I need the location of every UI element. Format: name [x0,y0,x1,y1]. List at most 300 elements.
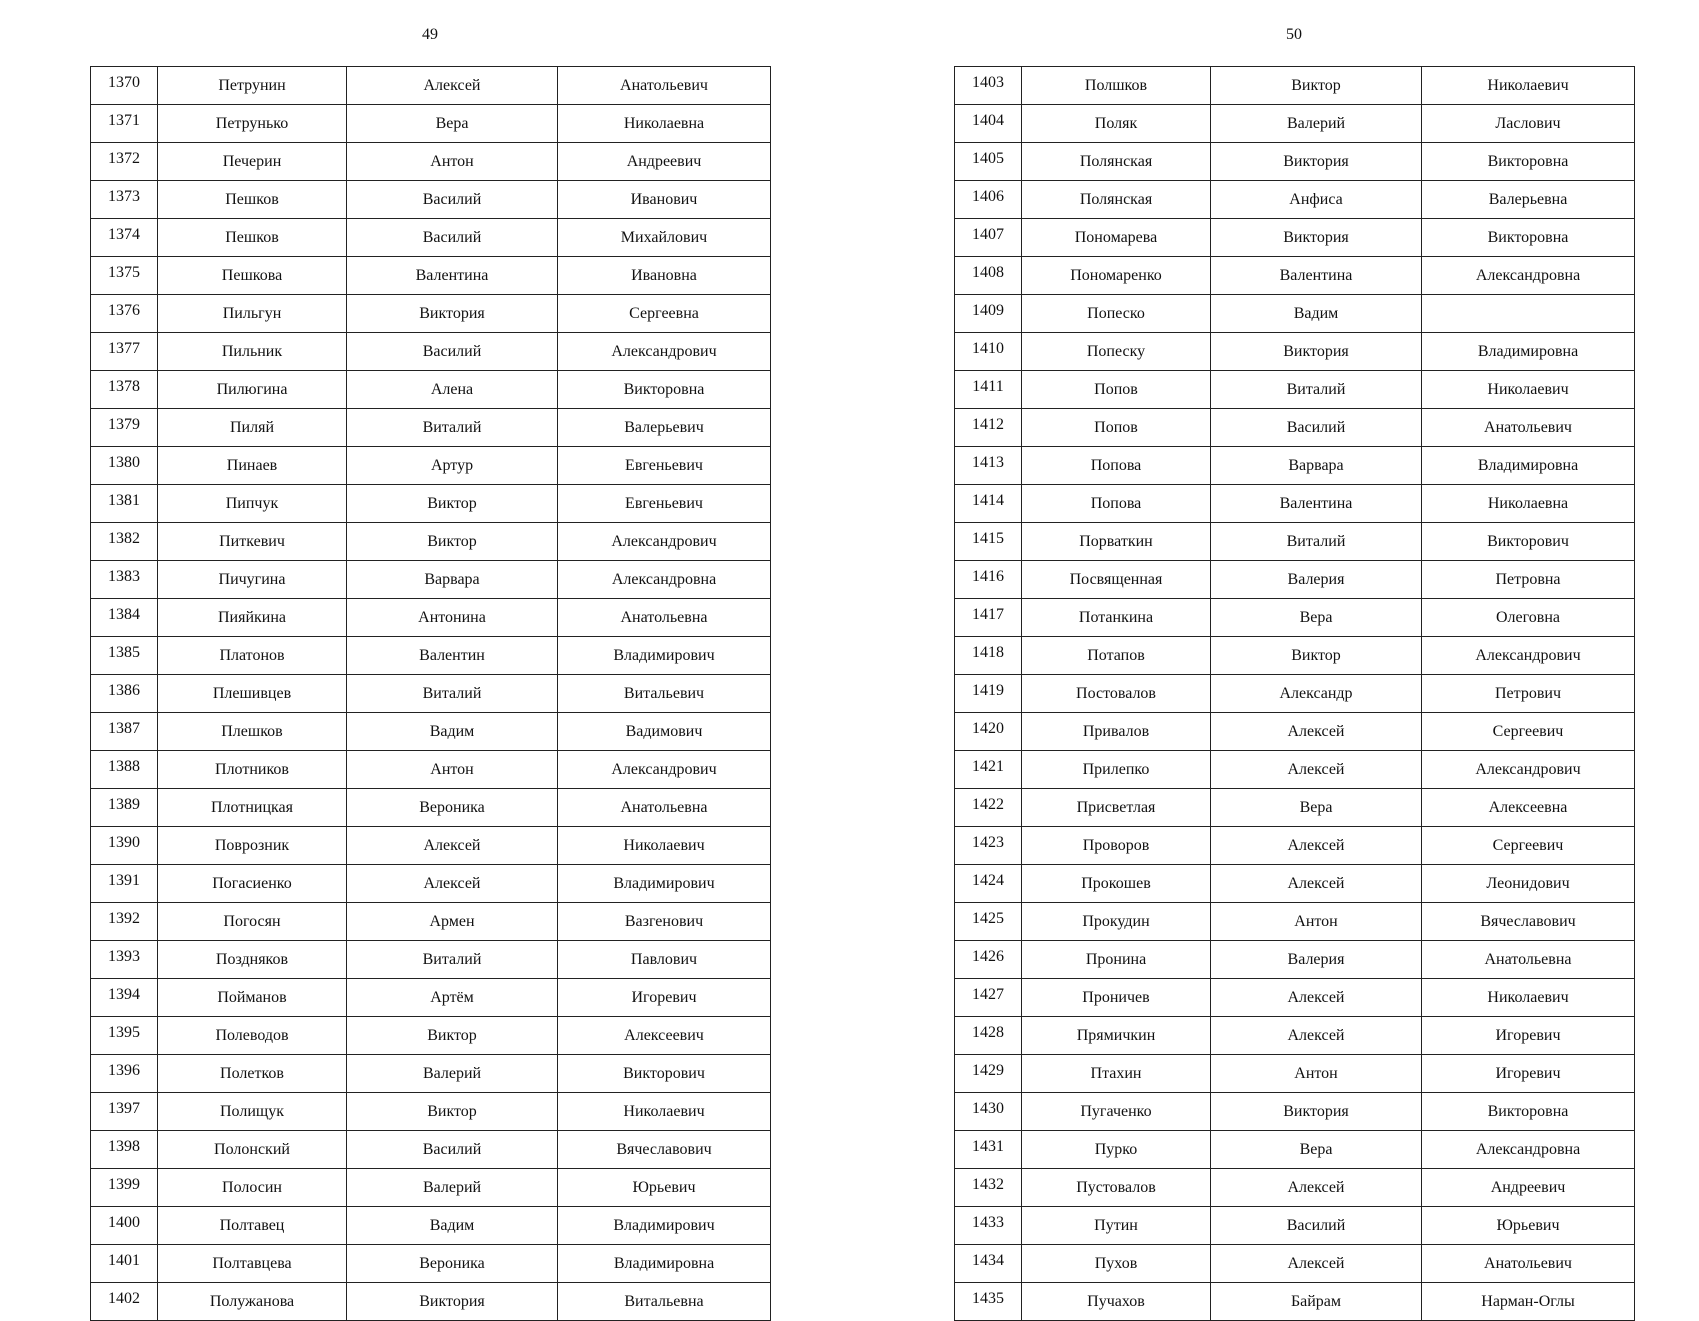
surname-cell: Поврозник [158,827,347,865]
given-name-cell: Виталий [347,409,558,447]
row-number: 1435 [955,1283,1022,1321]
table-row [955,1017,1635,1055]
row-number: 1392 [91,903,158,941]
given-name-cell: Валентина [347,257,558,295]
surname-cell: Проворов [1022,827,1211,865]
row-number: 1381 [91,485,158,523]
table-row [955,1169,1635,1207]
table-row [955,67,1635,105]
row-number: 1377 [91,333,158,371]
table-row [955,1055,1635,1093]
patronymic-cell: Вазгенович [558,903,771,941]
row-number: 1420 [955,713,1022,751]
given-name-cell: Артур [347,447,558,485]
surname-cell: Попова [1022,485,1211,523]
surname-cell: Пешков [158,219,347,257]
given-name-cell: Антон [347,143,558,181]
row-number: 1390 [91,827,158,865]
given-name-cell: Вера [347,105,558,143]
patronymic-cell: Леонидович [1422,865,1635,903]
patronymic-cell: Анатольевич [1422,409,1635,447]
roster-table [90,66,771,1321]
table-row [955,637,1635,675]
table-row [955,941,1635,979]
table-row [91,181,771,219]
row-number: 1396 [91,1055,158,1093]
row-number: 1413 [955,447,1022,485]
table-row [91,713,771,751]
surname-cell: Пугаченко [1022,1093,1211,1131]
patronymic-cell: Игоревич [1422,1055,1635,1093]
table-row [91,561,771,599]
given-name-cell: Валентин [347,637,558,675]
table-row [955,105,1635,143]
surname-cell: Потапов [1022,637,1211,675]
row-number: 1408 [955,257,1022,295]
given-name-cell: Валерий [347,1055,558,1093]
row-number: 1434 [955,1245,1022,1283]
surname-cell: Петрунько [158,105,347,143]
row-number: 1430 [955,1093,1022,1131]
patronymic-cell: Николаевич [1422,979,1635,1017]
table-row [955,713,1635,751]
given-name-cell: Вера [1211,599,1422,637]
table-row [91,979,771,1017]
surname-cell: Пономарева [1022,219,1211,257]
surname-cell: Поляк [1022,105,1211,143]
surname-cell: Пешков [158,181,347,219]
row-number: 1417 [955,599,1022,637]
given-name-cell: Вера [1211,789,1422,827]
surname-cell: Попеску [1022,333,1211,371]
patronymic-cell: Николаевна [1422,485,1635,523]
table-row [91,67,771,105]
given-name-cell: Виктор [347,523,558,561]
surname-cell: Пичугина [158,561,347,599]
patronymic-cell: Петрович [1422,675,1635,713]
surname-cell: Печерин [158,143,347,181]
given-name-cell: Виктор [347,485,558,523]
patronymic-cell: Андреевич [558,143,771,181]
surname-cell: Прилепко [1022,751,1211,789]
given-name-cell: Алена [347,371,558,409]
given-name-cell: Виктория [1211,219,1422,257]
surname-cell: Плотников [158,751,347,789]
surname-cell: Путин [1022,1207,1211,1245]
patronymic-cell: Павлович [558,941,771,979]
row-number: 1416 [955,561,1022,599]
surname-cell: Погасиенко [158,865,347,903]
row-number: 1404 [955,105,1022,143]
patronymic-cell: Вячеславович [1422,903,1635,941]
given-name-cell: Алексей [1211,979,1422,1017]
given-name-cell: Валентина [1211,257,1422,295]
patronymic-cell: Владимирович [558,637,771,675]
surname-cell: Плотницкая [158,789,347,827]
patronymic-cell: Андреевич [1422,1169,1635,1207]
given-name-cell: Василий [1211,409,1422,447]
patronymic-cell: Сергеевич [1422,827,1635,865]
patronymic-cell: Сергеевна [558,295,771,333]
patronymic-cell: Игоревич [1422,1017,1635,1055]
table-row [955,827,1635,865]
given-name-cell: Василий [347,333,558,371]
patronymic-cell: Александрович [558,333,771,371]
table-row [91,105,771,143]
row-number: 1388 [91,751,158,789]
table-row [955,143,1635,181]
surname-cell: Присветлая [1022,789,1211,827]
page-number: 49 [422,26,438,43]
table-row [91,143,771,181]
table-row [91,941,771,979]
given-name-cell: Вадим [347,713,558,751]
table-row [91,295,771,333]
patronymic-cell: Владимирович [558,865,771,903]
table-row [91,1093,771,1131]
given-name-cell: Александр [1211,675,1422,713]
row-number: 1403 [955,67,1022,105]
table-row [955,409,1635,447]
patronymic-cell: Викторовна [1422,1093,1635,1131]
given-name-cell: Василий [1211,1207,1422,1245]
row-number: 1427 [955,979,1022,1017]
table-row [955,599,1635,637]
patronymic-cell: Николаевич [558,1093,771,1131]
given-name-cell: Алексей [1211,865,1422,903]
row-number: 1411 [955,371,1022,409]
given-name-cell: Байрам [1211,1283,1422,1321]
table-row [955,485,1635,523]
table-row [955,865,1635,903]
row-number: 1425 [955,903,1022,941]
given-name-cell: Виктория [1211,143,1422,181]
surname-cell: Попеско [1022,295,1211,333]
patronymic-cell: Вадимович [558,713,771,751]
given-name-cell: Валерия [1211,941,1422,979]
row-number: 1432 [955,1169,1022,1207]
patronymic-cell: Валерьевич [558,409,771,447]
surname-cell: Полужанова [158,1283,347,1321]
surname-cell: Привалов [1022,713,1211,751]
table-row [91,1055,771,1093]
given-name-cell: Виталий [1211,371,1422,409]
patronymic-cell: Валерьевна [1422,181,1635,219]
patronymic-cell: Сергеевич [1422,713,1635,751]
given-name-cell: Валерий [1211,105,1422,143]
surname-cell: Погосян [158,903,347,941]
given-name-cell: Виталий [347,675,558,713]
table-row [955,1283,1635,1321]
table-row [91,599,771,637]
table-row [955,219,1635,257]
table-row [955,979,1635,1017]
row-number: 1391 [91,865,158,903]
patronymic-cell: Юрьевич [1422,1207,1635,1245]
table-row [91,1283,771,1321]
patronymic-cell: Витальевич [558,675,771,713]
patronymic-cell: Владимирович [558,1207,771,1245]
given-name-cell: Вадим [347,1207,558,1245]
row-number: 1393 [91,941,158,979]
surname-cell: Пойманов [158,979,347,1017]
row-number: 1375 [91,257,158,295]
table-row [91,447,771,485]
surname-cell: Плешивцев [158,675,347,713]
surname-cell: Пилюгина [158,371,347,409]
row-number: 1371 [91,105,158,143]
given-name-cell: Валентина [1211,485,1422,523]
table-row [91,1131,771,1169]
patronymic-cell: Анатольевич [558,67,771,105]
surname-cell: Полянская [1022,143,1211,181]
given-name-cell: Варвара [347,561,558,599]
table-row [955,181,1635,219]
row-number: 1418 [955,637,1022,675]
surname-cell: Пухов [1022,1245,1211,1283]
table-row [91,257,771,295]
surname-cell: Проничев [1022,979,1211,1017]
table-row [955,789,1635,827]
patronymic-cell: Александрович [1422,637,1635,675]
row-number: 1410 [955,333,1022,371]
patronymic-cell: Владимировна [558,1245,771,1283]
table-row [91,789,771,827]
surname-cell: Плешков [158,713,347,751]
row-number: 1380 [91,447,158,485]
row-number: 1389 [91,789,158,827]
surname-cell: Полшков [1022,67,1211,105]
patronymic-cell: Николаевич [558,827,771,865]
patronymic-cell: Николаевич [1422,67,1635,105]
surname-cell: Прокошев [1022,865,1211,903]
surname-cell: Пучахов [1022,1283,1211,1321]
row-number: 1374 [91,219,158,257]
table-row [955,1131,1635,1169]
given-name-cell: Василий [347,181,558,219]
given-name-cell: Алексей [1211,827,1422,865]
patronymic-cell: Нарман-Оглы [1422,1283,1635,1321]
given-name-cell: Валерия [1211,561,1422,599]
table-row [955,1093,1635,1131]
table-row [91,1245,771,1283]
row-number: 1376 [91,295,158,333]
surname-cell: Пияйкина [158,599,347,637]
patronymic-cell: Витальевна [558,1283,771,1321]
table-row [91,409,771,447]
patronymic-cell: Николаевна [558,105,771,143]
row-number: 1397 [91,1093,158,1131]
given-name-cell: Антон [1211,903,1422,941]
row-number: 1385 [91,637,158,675]
patronymic-cell: Владимировна [1422,447,1635,485]
row-number: 1412 [955,409,1022,447]
table-row [91,523,771,561]
row-number: 1406 [955,181,1022,219]
table-row [91,675,771,713]
given-name-cell: Виктор [347,1017,558,1055]
patronymic-cell: Александрович [558,523,771,561]
table-row [91,1207,771,1245]
surname-cell: Пономаренко [1022,257,1211,295]
surname-cell: Потанкина [1022,599,1211,637]
table-row [91,371,771,409]
given-name-cell: Виталий [347,941,558,979]
surname-cell: Посвященная [1022,561,1211,599]
patronymic-cell: Александровна [1422,257,1635,295]
table-row [955,257,1635,295]
row-number: 1399 [91,1169,158,1207]
table-row [91,637,771,675]
row-number: 1382 [91,523,158,561]
patronymic-cell: Владимировна [1422,333,1635,371]
row-number: 1373 [91,181,158,219]
surname-cell: Пурко [1022,1131,1211,1169]
given-name-cell: Василий [347,219,558,257]
patronymic-cell: Викторовна [558,371,771,409]
given-name-cell: Алексей [1211,1017,1422,1055]
given-name-cell: Алексей [347,827,558,865]
table-row [91,865,771,903]
row-number: 1394 [91,979,158,1017]
row-number: 1386 [91,675,158,713]
surname-cell: Поздняков [158,941,347,979]
given-name-cell: Василий [347,1131,558,1169]
surname-cell: Пронина [1022,941,1211,979]
given-name-cell: Анфиса [1211,181,1422,219]
table-row [955,561,1635,599]
table-row [955,1207,1635,1245]
given-name-cell: Антон [347,751,558,789]
table-row [955,295,1635,333]
row-number: 1383 [91,561,158,599]
given-name-cell: Алексей [1211,1169,1422,1207]
table-row [91,1169,771,1207]
table-row [91,1017,771,1055]
table-row [955,1245,1635,1283]
row-number: 1419 [955,675,1022,713]
row-number: 1405 [955,143,1022,181]
table-row [955,523,1635,561]
patronymic-cell: Вячеславович [558,1131,771,1169]
patronymic-cell: Игоревич [558,979,771,1017]
surname-cell: Платонов [158,637,347,675]
surname-cell: Полтавец [158,1207,347,1245]
surname-cell: Пешкова [158,257,347,295]
row-number: 1431 [955,1131,1022,1169]
row-number: 1424 [955,865,1022,903]
surname-cell: Полонский [158,1131,347,1169]
row-number: 1428 [955,1017,1022,1055]
table-row [955,751,1635,789]
row-number: 1414 [955,485,1022,523]
patronymic-cell: Александровна [558,561,771,599]
patronymic-cell: Николаевич [1422,371,1635,409]
given-name-cell: Алексей [1211,713,1422,751]
given-name-cell: Артём [347,979,558,1017]
given-name-cell: Алексей [347,67,558,105]
patronymic-cell: Евгеньевич [558,485,771,523]
row-number: 1409 [955,295,1022,333]
given-name-cell: Виктория [1211,333,1422,371]
given-name-cell: Виктор [1211,637,1422,675]
row-number: 1423 [955,827,1022,865]
patronymic-cell: Алексеевна [1422,789,1635,827]
patronymic-cell: Александрович [1422,751,1635,789]
surname-cell: Пипчук [158,485,347,523]
surname-cell: Полосин [158,1169,347,1207]
surname-cell: Попова [1022,447,1211,485]
surname-cell: Пиляй [158,409,347,447]
table-row [955,371,1635,409]
row-number: 1433 [955,1207,1022,1245]
given-name-cell: Виталий [1211,523,1422,561]
table-row [91,751,771,789]
patronymic-cell: Ласлович [1422,105,1635,143]
patronymic-cell: Юрьевич [558,1169,771,1207]
table-row [91,485,771,523]
surname-cell: Полянская [1022,181,1211,219]
surname-cell: Прямичкин [1022,1017,1211,1055]
surname-cell: Петрунин [158,67,347,105]
row-number: 1401 [91,1245,158,1283]
patronymic-cell: Анатольевич [1422,1245,1635,1283]
patronymic-cell: Викторовна [1422,143,1635,181]
given-name-cell: Алексей [1211,751,1422,789]
table-row [955,333,1635,371]
table-row [91,219,771,257]
given-name-cell: Вероника [347,1245,558,1283]
table-row [91,333,771,371]
row-number: 1429 [955,1055,1022,1093]
given-name-cell: Вадим [1211,295,1422,333]
surname-cell: Полтавцева [158,1245,347,1283]
table-row [955,447,1635,485]
row-number: 1400 [91,1207,158,1245]
patronymic-cell: Александрович [558,751,771,789]
patronymic-cell: Викторович [558,1055,771,1093]
row-number: 1407 [955,219,1022,257]
row-number: 1398 [91,1131,158,1169]
surname-cell: Полеводов [158,1017,347,1055]
table-row [955,675,1635,713]
row-number: 1387 [91,713,158,751]
given-name-cell: Валерий [347,1169,558,1207]
surname-cell: Полетков [158,1055,347,1093]
patronymic-cell: Анатольевна [558,599,771,637]
given-name-cell: Армен [347,903,558,941]
given-name-cell: Варвара [1211,447,1422,485]
patronymic-cell: Евгеньевич [558,447,771,485]
roster-table [954,66,1635,1321]
given-name-cell: Алексей [1211,1245,1422,1283]
surname-cell: Прокудин [1022,903,1211,941]
table-row [91,827,771,865]
surname-cell: Пильник [158,333,347,371]
given-name-cell: Антон [1211,1055,1422,1093]
patronymic-cell: Анатольевна [1422,941,1635,979]
surname-cell: Пустовалов [1022,1169,1211,1207]
given-name-cell: Виктория [1211,1093,1422,1131]
surname-cell: Птахин [1022,1055,1211,1093]
patronymic-cell [1422,295,1635,333]
patronymic-cell: Ивановна [558,257,771,295]
patronymic-cell: Анатольевна [558,789,771,827]
table-row [91,903,771,941]
patronymic-cell: Викторовна [1422,219,1635,257]
row-number: 1379 [91,409,158,447]
patronymic-cell: Александровна [1422,1131,1635,1169]
